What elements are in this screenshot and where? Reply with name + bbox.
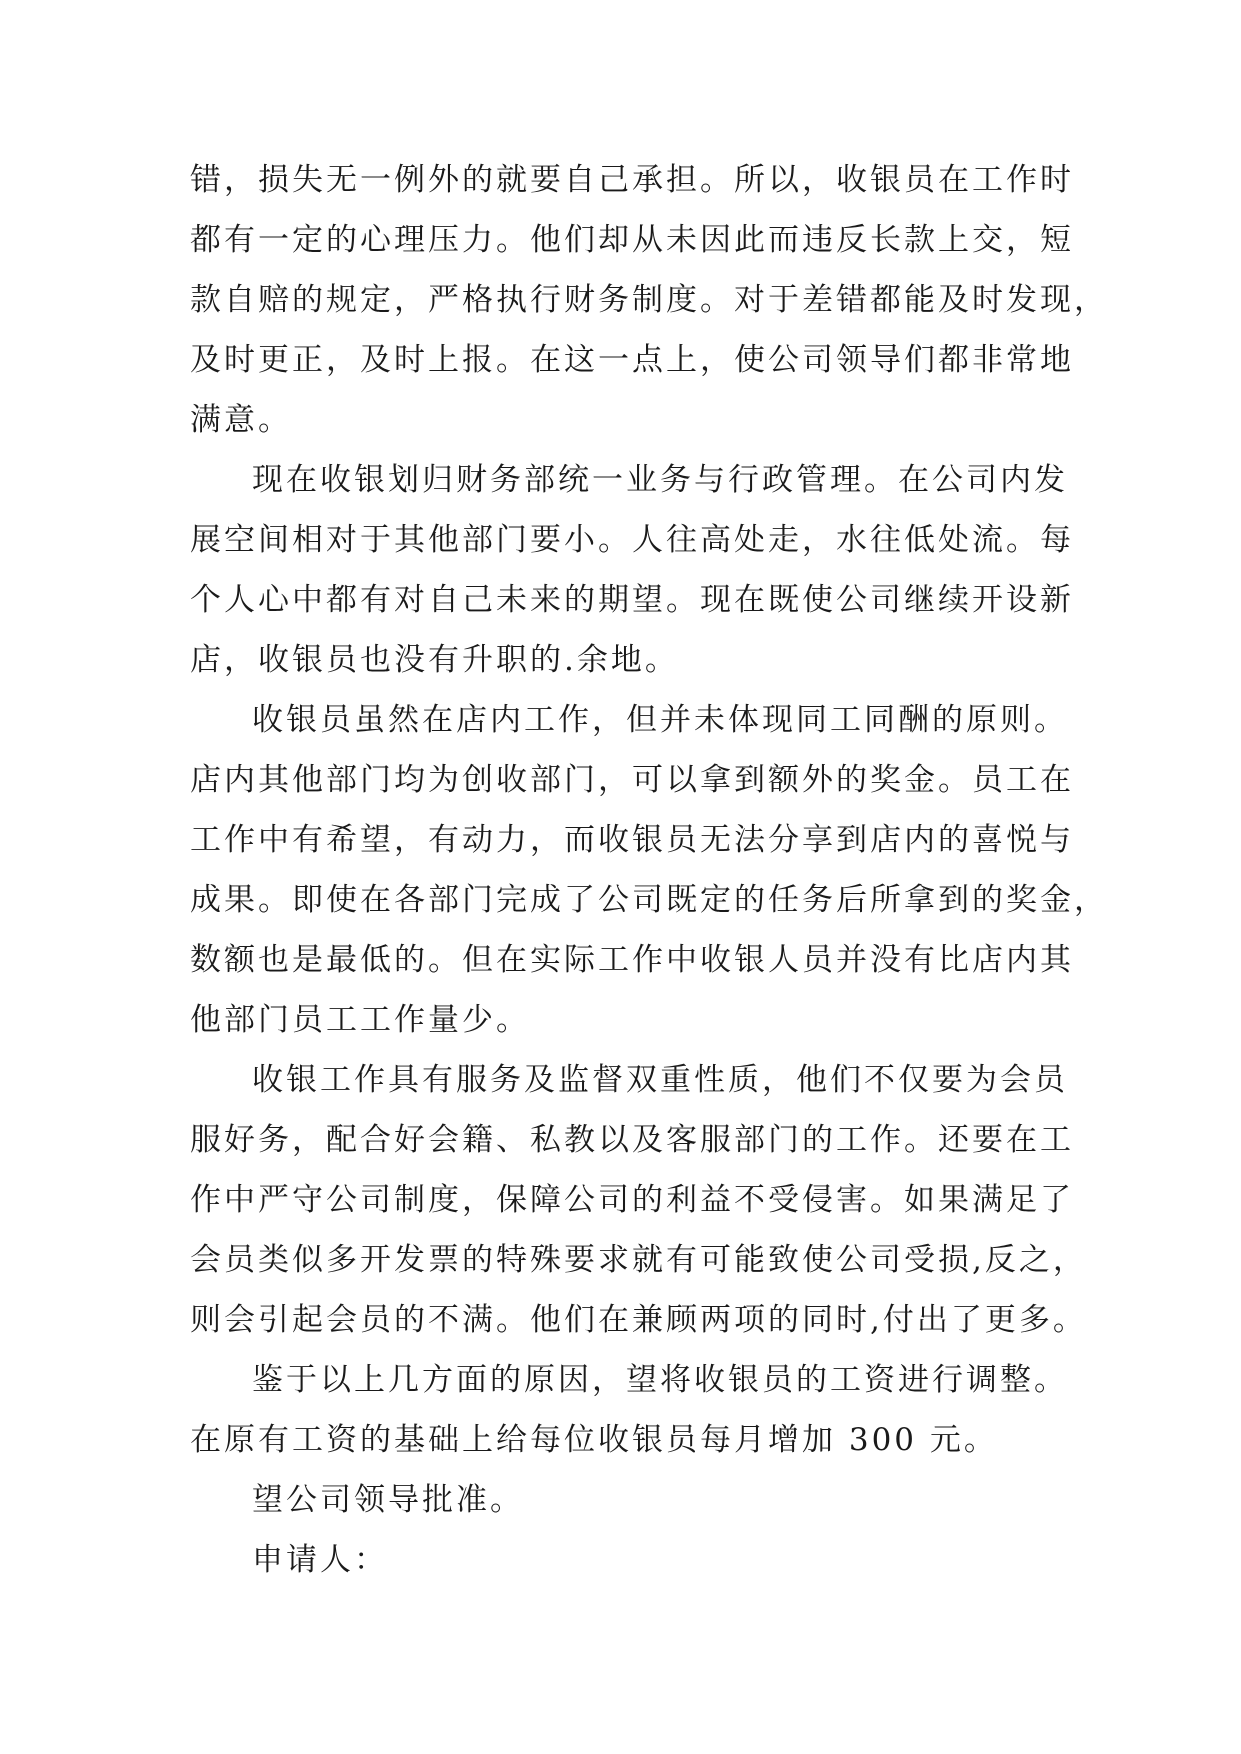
text-line: 错，损失无一例外的就要自己承担。所以，收银员在工作时 <box>190 162 1074 198</box>
text-line: 会员类似多开发票的特殊要求就有可能致使公司受损,反之， <box>190 1242 1087 1278</box>
text-line: 店，收银员也没有升职的.余地。 <box>190 642 679 678</box>
text-line: 都有一定的心理压力。他们却从未因此而违反长款上交，短 <box>190 222 1074 258</box>
text-line: 鉴于以上几方面的原因，望将收银员的工资进行调整。 <box>252 1362 1068 1398</box>
text-line: 收银工作具有服务及监督双重性质，他们不仅要为会员 <box>252 1062 1068 1098</box>
text-line: 则会引起会员的不满。他们在兼顾两项的同时,付出了更多。 <box>190 1302 1087 1338</box>
text-line: 作中严守公司制度，保障公司的利益不受侵害。如果满足了 <box>190 1182 1074 1218</box>
text-line: 店内其他部门均为创收部门，可以拿到额外的奖金。员工在 <box>190 762 1074 798</box>
text-line: 展空间相对于其他部门要小。人往高处走，水往低处流。每 <box>190 522 1074 558</box>
text-line: 服好务，配合好会籍、私教以及客服部门的工作。还要在工 <box>190 1122 1074 1158</box>
text-line: 在原有工资的基础上给每位收银员每月增加 300 元。 <box>190 1422 998 1458</box>
document-body <box>190 150 1108 1590</box>
text-line: 成果。即使在各部门完成了公司既定的任务后所拿到的奖金， <box>190 882 1108 918</box>
text-line: 个人心中都有对自己未来的期望。现在既使公司继续开设新 <box>190 582 1074 618</box>
text-line: 及时更正，及时上报。在这一点上，使公司领导们都非常地 <box>190 342 1074 378</box>
text-line: 现在收银划归财务部统一业务与行政管理。在公司内发 <box>252 462 1068 498</box>
text-line: 数额也是最低的。但在实际工作中收银人员并没有比店内其 <box>190 942 1074 978</box>
text-line: 满意。 <box>190 402 292 438</box>
text-line: 工作中有希望，有动力，而收银员无法分享到店内的喜悦与 <box>190 822 1074 858</box>
text-line: 款自赔的规定，严格执行财务制度。对于差错都能及时发现， <box>190 282 1108 318</box>
text-line: 他部门员工工作量少。 <box>190 1002 530 1038</box>
text-line: 收银员虽然在店内工作，但并未体现同工同酬的原则。 <box>252 702 1068 738</box>
text-line: 望公司领导批准。 <box>252 1482 524 1518</box>
signature-label: 申请人： <box>252 1542 388 1578</box>
